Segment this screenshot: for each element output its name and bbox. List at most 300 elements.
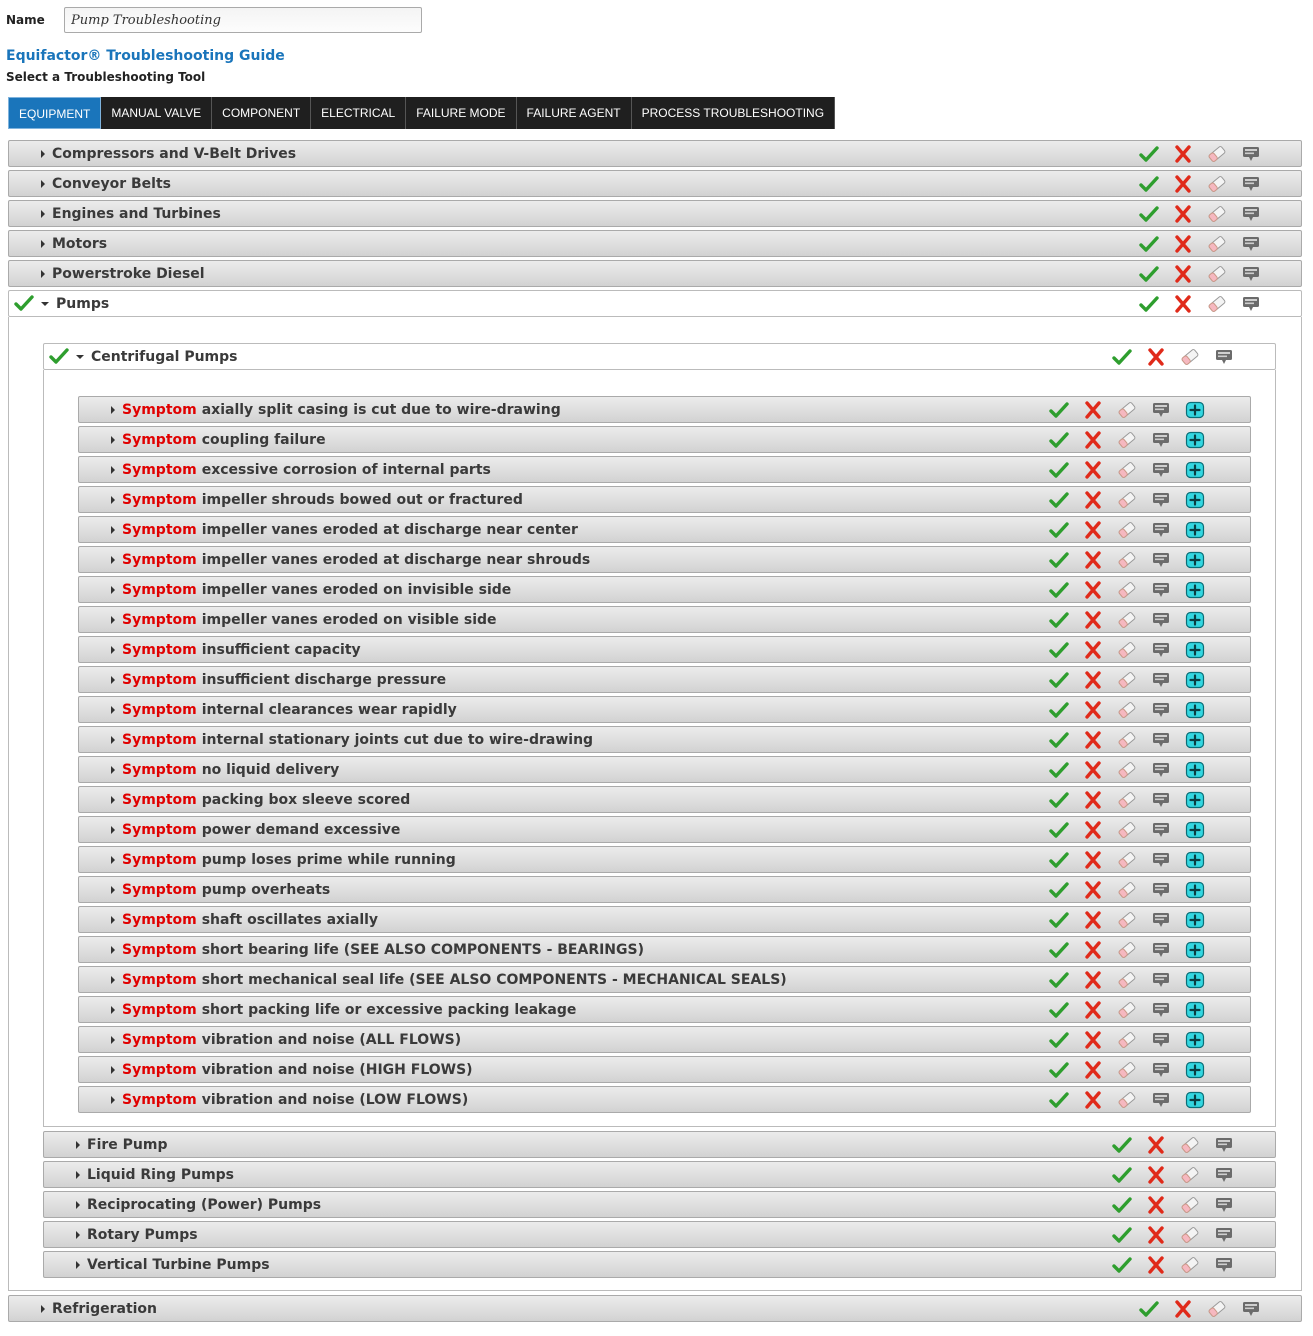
comment-icon[interactable] bbox=[1151, 941, 1171, 959]
symptom-row[interactable] bbox=[78, 396, 1251, 423]
x-icon[interactable] bbox=[1083, 971, 1103, 989]
x-icon[interactable] bbox=[1146, 1136, 1166, 1154]
symptom-row[interactable] bbox=[78, 966, 1251, 993]
check-icon[interactable] bbox=[1139, 265, 1159, 283]
symptom-row-label bbox=[111, 732, 593, 748]
symptom-prefix: Symptom bbox=[122, 852, 197, 868]
plus-icon[interactable] bbox=[1185, 881, 1205, 899]
plus-icon[interactable] bbox=[1185, 761, 1205, 779]
symptom-row-label bbox=[111, 882, 330, 898]
symptom-row[interactable] bbox=[78, 666, 1251, 693]
x-icon[interactable] bbox=[1083, 611, 1103, 629]
pump-type-row-label bbox=[76, 1257, 270, 1273]
symptom-row-text: pump loses prime while running bbox=[201, 852, 456, 868]
caret-right-icon bbox=[111, 496, 115, 504]
comment-icon[interactable] bbox=[1241, 145, 1261, 163]
row-actions bbox=[1139, 145, 1261, 163]
caret-right-icon bbox=[111, 406, 115, 414]
caret-right-icon bbox=[111, 526, 115, 534]
comment-icon[interactable] bbox=[1214, 1166, 1234, 1184]
tab-manual-valve[interactable]: MANUAL VALVE bbox=[101, 97, 212, 129]
caret-right-icon bbox=[111, 736, 115, 744]
comment-icon[interactable] bbox=[1214, 1196, 1234, 1214]
comment-icon[interactable] bbox=[1151, 821, 1171, 839]
comment-icon[interactable] bbox=[1151, 1001, 1171, 1019]
eraser-icon[interactable] bbox=[1117, 491, 1137, 509]
eraser-icon[interactable] bbox=[1207, 145, 1227, 163]
comment-icon[interactable] bbox=[1151, 851, 1171, 869]
symptom-prefix: Symptom bbox=[122, 642, 197, 658]
symptom-row[interactable] bbox=[78, 936, 1251, 963]
check-icon bbox=[49, 347, 69, 365]
plus-icon[interactable] bbox=[1185, 461, 1205, 479]
comment-icon[interactable] bbox=[1151, 971, 1171, 989]
symptom-row[interactable] bbox=[78, 1026, 1251, 1053]
caret-right-icon bbox=[111, 946, 115, 954]
symptom-row-label bbox=[111, 462, 491, 478]
pump-type-row-centrifugal-label bbox=[76, 349, 238, 365]
comment-icon[interactable] bbox=[1151, 431, 1171, 449]
plus-icon[interactable] bbox=[1185, 521, 1205, 539]
eraser-icon[interactable] bbox=[1117, 851, 1137, 869]
comment-icon[interactable] bbox=[1151, 761, 1171, 779]
check-icon[interactable] bbox=[1049, 551, 1069, 569]
plus-icon[interactable] bbox=[1185, 1031, 1205, 1049]
check-icon[interactable] bbox=[1049, 1031, 1069, 1049]
check-icon[interactable] bbox=[1049, 491, 1069, 509]
comment-icon[interactable] bbox=[1151, 521, 1171, 539]
x-icon[interactable] bbox=[1173, 145, 1193, 163]
plus-icon[interactable] bbox=[1185, 401, 1205, 419]
comment-icon[interactable] bbox=[1241, 1300, 1261, 1318]
caret-right-icon bbox=[111, 466, 115, 474]
check-icon[interactable] bbox=[1139, 145, 1159, 163]
symptom-row[interactable] bbox=[78, 516, 1251, 543]
eraser-icon[interactable] bbox=[1117, 971, 1137, 989]
eraser-icon[interactable] bbox=[1117, 581, 1137, 599]
row-actions bbox=[1139, 235, 1261, 253]
tab-equipment[interactable]: EQUIPMENT bbox=[8, 97, 101, 129]
x-icon[interactable] bbox=[1083, 851, 1103, 869]
x-icon[interactable] bbox=[1083, 671, 1103, 689]
caret-right-icon bbox=[41, 240, 45, 248]
symptom-row-text: insufficient discharge pressure bbox=[201, 672, 447, 688]
plus-icon[interactable] bbox=[1185, 671, 1205, 689]
plus-icon[interactable] bbox=[1185, 971, 1205, 989]
x-icon[interactable] bbox=[1173, 175, 1193, 193]
equipment-row-text: Conveyor Belts bbox=[52, 176, 171, 192]
symptom-prefix: Symptom bbox=[122, 432, 197, 448]
symptom-row[interactable] bbox=[78, 576, 1251, 603]
check-icon[interactable] bbox=[1049, 581, 1069, 599]
eraser-icon[interactable] bbox=[1117, 431, 1137, 449]
check-icon[interactable] bbox=[1049, 881, 1069, 899]
check-icon[interactable] bbox=[1049, 701, 1069, 719]
symptom-prefix: Symptom bbox=[122, 972, 197, 988]
equipment-row-text: Engines and Turbines bbox=[52, 206, 221, 222]
eraser-icon[interactable] bbox=[1180, 1196, 1200, 1214]
comment-icon[interactable] bbox=[1151, 731, 1171, 749]
row-actions bbox=[1049, 671, 1205, 689]
eraser-icon[interactable] bbox=[1117, 881, 1137, 899]
comment-icon[interactable] bbox=[1151, 641, 1171, 659]
x-icon[interactable] bbox=[1083, 821, 1103, 839]
x-icon[interactable] bbox=[1083, 731, 1103, 749]
symptom-row-text: internal clearances wear rapidly bbox=[201, 702, 457, 718]
check-icon[interactable] bbox=[1049, 461, 1069, 479]
x-icon[interactable] bbox=[1173, 1300, 1193, 1318]
row-actions bbox=[1049, 1061, 1205, 1079]
pump-type-row[interactable] bbox=[43, 1161, 1276, 1188]
symptom-row-text: impeller vanes eroded at discharge near center bbox=[201, 522, 578, 538]
plus-icon[interactable] bbox=[1185, 911, 1205, 929]
symptom-row-label bbox=[111, 822, 400, 838]
eraser-icon[interactable] bbox=[1117, 551, 1137, 569]
symptom-row-text: pump overheats bbox=[201, 882, 331, 898]
check-icon[interactable] bbox=[1049, 671, 1069, 689]
pump-type-row[interactable] bbox=[43, 1221, 1276, 1248]
pump-type-row[interactable] bbox=[43, 1251, 1276, 1278]
tab-failure-agent[interactable]: FAILURE AGENT bbox=[517, 97, 632, 129]
check-icon[interactable] bbox=[1112, 1256, 1132, 1274]
symptom-row-label bbox=[111, 432, 326, 448]
eraser-icon[interactable] bbox=[1117, 701, 1137, 719]
x-icon[interactable] bbox=[1083, 521, 1103, 539]
check-icon[interactable] bbox=[1139, 1300, 1159, 1318]
row-actions bbox=[1139, 175, 1261, 193]
comment-icon[interactable] bbox=[1241, 205, 1261, 223]
plus-icon[interactable] bbox=[1185, 941, 1205, 959]
x-icon[interactable] bbox=[1083, 461, 1103, 479]
pump-type-row-text: Liquid Ring Pumps bbox=[87, 1167, 235, 1183]
eraser-icon[interactable] bbox=[1180, 1166, 1200, 1184]
eraser-icon[interactable] bbox=[1117, 611, 1137, 629]
check-icon[interactable] bbox=[1049, 821, 1069, 839]
symptom-prefix: Symptom bbox=[122, 912, 197, 928]
row-actions bbox=[1049, 881, 1205, 899]
tab-failure-mode[interactable]: FAILURE MODE bbox=[406, 97, 516, 129]
eraser-icon[interactable] bbox=[1117, 671, 1137, 689]
caret-right-icon bbox=[41, 180, 45, 188]
symptom-row[interactable] bbox=[78, 876, 1251, 903]
symptom-row-text: short mechanical seal life (SEE ALSO COMPONENTS - MECHANICAL SEALS) bbox=[201, 972, 787, 988]
plus-icon[interactable] bbox=[1185, 821, 1205, 839]
comment-icon[interactable] bbox=[1151, 1031, 1171, 1049]
symptom-prefix: Symptom bbox=[122, 792, 197, 808]
eraser-icon[interactable] bbox=[1117, 761, 1137, 779]
equipment-row[interactable] bbox=[8, 200, 1302, 227]
comment-icon[interactable] bbox=[1151, 461, 1171, 479]
tab-process-troubleshooting[interactable]: PROCESS TROUBLESHOOTING bbox=[632, 97, 835, 129]
symptom-row[interactable] bbox=[78, 816, 1251, 843]
x-icon[interactable] bbox=[1083, 791, 1103, 809]
symptom-row-text: vibration and noise (HIGH FLOWS) bbox=[201, 1062, 473, 1078]
comment-icon[interactable] bbox=[1241, 235, 1261, 253]
row-actions bbox=[1049, 611, 1205, 629]
eraser-icon[interactable] bbox=[1207, 1300, 1227, 1318]
row-actions bbox=[1112, 1136, 1234, 1154]
row-actions bbox=[1139, 205, 1261, 223]
plus-icon[interactable] bbox=[1185, 641, 1205, 659]
x-icon[interactable] bbox=[1083, 551, 1103, 569]
eraser-icon[interactable] bbox=[1117, 401, 1137, 419]
row-actions bbox=[1049, 701, 1205, 719]
comment-icon[interactable] bbox=[1214, 348, 1234, 366]
tool-tabs bbox=[8, 97, 835, 129]
pump-type-row-centrifugal[interactable] bbox=[43, 343, 1276, 370]
plus-icon[interactable] bbox=[1185, 491, 1205, 509]
symptom-row-label bbox=[111, 642, 361, 658]
x-icon[interactable] bbox=[1083, 881, 1103, 899]
symptom-row-label bbox=[111, 492, 523, 508]
eraser-icon[interactable] bbox=[1180, 1256, 1200, 1274]
plus-icon[interactable] bbox=[1185, 1001, 1205, 1019]
check-icon[interactable] bbox=[1112, 1196, 1132, 1214]
eraser-icon[interactable] bbox=[1207, 295, 1227, 313]
pump-type-row-label bbox=[76, 1227, 198, 1243]
row-actions bbox=[1049, 491, 1205, 509]
symptom-row-text: excessive corrosion of internal parts bbox=[201, 462, 491, 478]
comment-icon[interactable] bbox=[1214, 1226, 1234, 1244]
symptom-row[interactable] bbox=[78, 696, 1251, 723]
plus-icon[interactable] bbox=[1185, 791, 1205, 809]
comment-icon[interactable] bbox=[1151, 701, 1171, 719]
check-icon[interactable] bbox=[1139, 205, 1159, 223]
plus-icon[interactable] bbox=[1185, 581, 1205, 599]
symptom-row-label bbox=[111, 852, 456, 868]
x-icon[interactable] bbox=[1083, 701, 1103, 719]
row-actions bbox=[1049, 551, 1205, 569]
x-icon[interactable] bbox=[1173, 235, 1193, 253]
symptom-row-label bbox=[111, 762, 339, 778]
equipment-row[interactable] bbox=[8, 260, 1302, 287]
plus-icon[interactable] bbox=[1185, 851, 1205, 869]
eraser-icon[interactable] bbox=[1117, 1031, 1137, 1049]
check-icon[interactable] bbox=[1049, 941, 1069, 959]
plus-icon[interactable] bbox=[1185, 731, 1205, 749]
pump-type-row-label bbox=[76, 1197, 321, 1213]
comment-icon[interactable] bbox=[1241, 175, 1261, 193]
symptom-row[interactable] bbox=[78, 1056, 1251, 1083]
comment-icon[interactable] bbox=[1214, 1136, 1234, 1154]
plus-icon[interactable] bbox=[1185, 701, 1205, 719]
symptom-row-text: insufficient capacity bbox=[201, 642, 361, 658]
eraser-icon[interactable] bbox=[1117, 821, 1137, 839]
comment-icon[interactable] bbox=[1151, 491, 1171, 509]
x-icon[interactable] bbox=[1146, 348, 1166, 366]
x-icon[interactable] bbox=[1083, 911, 1103, 929]
comment-icon[interactable] bbox=[1151, 881, 1171, 899]
x-icon[interactable] bbox=[1083, 761, 1103, 779]
symptom-row[interactable] bbox=[78, 906, 1251, 933]
name-input[interactable] bbox=[64, 7, 422, 33]
symptom-row-text: impeller vanes eroded at discharge near shrouds bbox=[201, 552, 591, 568]
pump-type-row[interactable] bbox=[43, 1131, 1276, 1158]
check-icon[interactable] bbox=[1049, 1061, 1069, 1079]
symptom-row-label bbox=[111, 402, 561, 418]
eraser-icon[interactable] bbox=[1180, 1226, 1200, 1244]
caret-right-icon bbox=[41, 270, 45, 278]
eraser-icon[interactable] bbox=[1117, 941, 1137, 959]
symptom-prefix: Symptom bbox=[122, 582, 197, 598]
check-icon[interactable] bbox=[1139, 235, 1159, 253]
eraser-icon[interactable] bbox=[1207, 175, 1227, 193]
comment-icon[interactable] bbox=[1151, 611, 1171, 629]
check-icon[interactable] bbox=[1112, 348, 1132, 366]
tab-component[interactable]: COMPONENT bbox=[212, 97, 311, 129]
check-icon[interactable] bbox=[1049, 971, 1069, 989]
eraser-icon[interactable] bbox=[1117, 1061, 1137, 1079]
check-icon[interactable] bbox=[1112, 1226, 1132, 1244]
symptom-prefix: Symptom bbox=[122, 402, 197, 418]
equipment-row[interactable] bbox=[8, 170, 1302, 197]
tab-electrical[interactable]: ELECTRICAL bbox=[311, 97, 406, 129]
x-icon[interactable] bbox=[1146, 1256, 1166, 1274]
check-icon[interactable] bbox=[1112, 1166, 1132, 1184]
x-icon[interactable] bbox=[1083, 401, 1103, 419]
row-actions bbox=[1049, 941, 1205, 959]
symptom-row-label bbox=[111, 942, 644, 958]
eraser-icon[interactable] bbox=[1207, 205, 1227, 223]
comment-icon[interactable] bbox=[1151, 551, 1171, 569]
comment-icon[interactable] bbox=[1151, 1091, 1171, 1109]
eraser-icon[interactable] bbox=[1117, 911, 1137, 929]
comment-icon[interactable] bbox=[1151, 581, 1171, 599]
eraser-icon[interactable] bbox=[1117, 641, 1137, 659]
eraser-icon[interactable] bbox=[1207, 235, 1227, 253]
symptom-row[interactable] bbox=[78, 456, 1251, 483]
symptom-row-text: impeller shrouds bowed out or fractured bbox=[201, 492, 523, 508]
eraser-icon[interactable] bbox=[1180, 348, 1200, 366]
x-icon[interactable] bbox=[1173, 265, 1193, 283]
symptom-row[interactable] bbox=[78, 786, 1251, 813]
x-icon[interactable] bbox=[1173, 205, 1193, 223]
symptom-prefix: Symptom bbox=[122, 462, 197, 478]
equipment-row-pumps[interactable] bbox=[8, 290, 1302, 317]
symptom-prefix: Symptom bbox=[122, 882, 197, 898]
symptom-row-text: impeller vanes eroded on invisible side bbox=[201, 582, 512, 598]
eraser-icon[interactable] bbox=[1207, 265, 1227, 283]
comment-icon[interactable] bbox=[1241, 295, 1261, 313]
comment-icon[interactable] bbox=[1241, 265, 1261, 283]
caret-right-icon bbox=[111, 1036, 115, 1044]
equipment-row[interactable] bbox=[8, 140, 1302, 167]
symptom-row[interactable] bbox=[78, 756, 1251, 783]
caret-right-icon bbox=[111, 706, 115, 714]
check-icon[interactable] bbox=[1049, 761, 1069, 779]
symptom-row[interactable] bbox=[78, 486, 1251, 513]
x-icon[interactable] bbox=[1083, 1001, 1103, 1019]
row-actions bbox=[1112, 1226, 1234, 1244]
plus-icon[interactable] bbox=[1185, 551, 1205, 569]
x-icon[interactable] bbox=[1083, 1091, 1103, 1109]
eraser-icon[interactable] bbox=[1117, 1001, 1137, 1019]
check-icon[interactable] bbox=[1049, 791, 1069, 809]
x-icon[interactable] bbox=[1083, 1031, 1103, 1049]
symptom-row[interactable] bbox=[78, 606, 1251, 633]
plus-icon[interactable] bbox=[1185, 1091, 1205, 1109]
x-icon[interactable] bbox=[1083, 1061, 1103, 1079]
pump-type-row-label bbox=[76, 1137, 167, 1153]
comment-icon[interactable] bbox=[1151, 1061, 1171, 1079]
comment-icon[interactable] bbox=[1151, 791, 1171, 809]
x-icon[interactable] bbox=[1083, 491, 1103, 509]
symptom-row-text: short packing life or excessive packing leakage bbox=[201, 1002, 577, 1018]
plus-icon[interactable] bbox=[1185, 431, 1205, 449]
symptom-prefix: Symptom bbox=[122, 702, 197, 718]
check-icon[interactable] bbox=[1139, 175, 1159, 193]
comment-icon[interactable] bbox=[1151, 401, 1171, 419]
check-icon[interactable] bbox=[1049, 431, 1069, 449]
caret-right-icon bbox=[41, 150, 45, 158]
equipment-row[interactable] bbox=[8, 230, 1302, 257]
symptom-row-text: internal stationary joints cut due to wire-drawing bbox=[201, 732, 594, 748]
check-icon[interactable] bbox=[1049, 641, 1069, 659]
check-icon[interactable] bbox=[1049, 611, 1069, 629]
symptom-row[interactable] bbox=[78, 546, 1251, 573]
x-icon[interactable] bbox=[1083, 641, 1103, 659]
x-icon[interactable] bbox=[1083, 581, 1103, 599]
eraser-icon[interactable] bbox=[1117, 461, 1137, 479]
x-icon[interactable] bbox=[1083, 941, 1103, 959]
check-icon[interactable] bbox=[1049, 851, 1069, 869]
check-icon[interactable] bbox=[1049, 521, 1069, 539]
check-icon[interactable] bbox=[1049, 401, 1069, 419]
symptom-row[interactable] bbox=[78, 426, 1251, 453]
comment-icon[interactable] bbox=[1151, 911, 1171, 929]
symptom-row[interactable] bbox=[78, 636, 1251, 663]
symptom-row[interactable] bbox=[78, 1086, 1251, 1113]
symptom-prefix: Symptom bbox=[122, 672, 197, 688]
pump-type-row[interactable] bbox=[43, 1191, 1276, 1218]
row-actions bbox=[1049, 461, 1205, 479]
x-icon[interactable] bbox=[1146, 1166, 1166, 1184]
equipment-row-label bbox=[41, 146, 296, 162]
caret-right-icon bbox=[111, 886, 115, 894]
eraser-icon[interactable] bbox=[1117, 791, 1137, 809]
equipment-row[interactable] bbox=[8, 1295, 1302, 1322]
comment-icon[interactable] bbox=[1214, 1256, 1234, 1274]
x-icon[interactable] bbox=[1146, 1226, 1166, 1244]
check-icon[interactable] bbox=[1049, 1091, 1069, 1109]
symptom-row[interactable] bbox=[78, 996, 1251, 1023]
symptom-row[interactable] bbox=[78, 846, 1251, 873]
symptom-row-text: vibration and noise (ALL FLOWS) bbox=[201, 1032, 462, 1048]
check-icon[interactable] bbox=[1049, 1001, 1069, 1019]
equipment-row-text: Refrigeration bbox=[52, 1301, 158, 1317]
check-icon[interactable] bbox=[1049, 731, 1069, 749]
symptom-row-label bbox=[111, 702, 457, 718]
plus-icon[interactable] bbox=[1185, 611, 1205, 629]
equipment-row-text: Powerstroke Diesel bbox=[52, 266, 205, 282]
x-icon[interactable] bbox=[1173, 295, 1193, 313]
eraser-icon[interactable] bbox=[1117, 521, 1137, 539]
symptom-row-label bbox=[111, 1092, 468, 1108]
eraser-icon[interactable] bbox=[1117, 731, 1137, 749]
check-icon[interactable] bbox=[1112, 1136, 1132, 1154]
symptom-row[interactable] bbox=[78, 726, 1251, 753]
plus-icon[interactable] bbox=[1185, 1061, 1205, 1079]
symptom-row-label bbox=[111, 1032, 461, 1048]
x-icon[interactable] bbox=[1083, 431, 1103, 449]
x-icon[interactable] bbox=[1146, 1196, 1166, 1214]
eraser-icon[interactable] bbox=[1117, 1091, 1137, 1109]
check-icon[interactable] bbox=[1139, 295, 1159, 313]
eraser-icon[interactable] bbox=[1180, 1136, 1200, 1154]
check-icon[interactable] bbox=[1049, 911, 1069, 929]
comment-icon[interactable] bbox=[1151, 671, 1171, 689]
symptom-prefix: Symptom bbox=[122, 822, 197, 838]
